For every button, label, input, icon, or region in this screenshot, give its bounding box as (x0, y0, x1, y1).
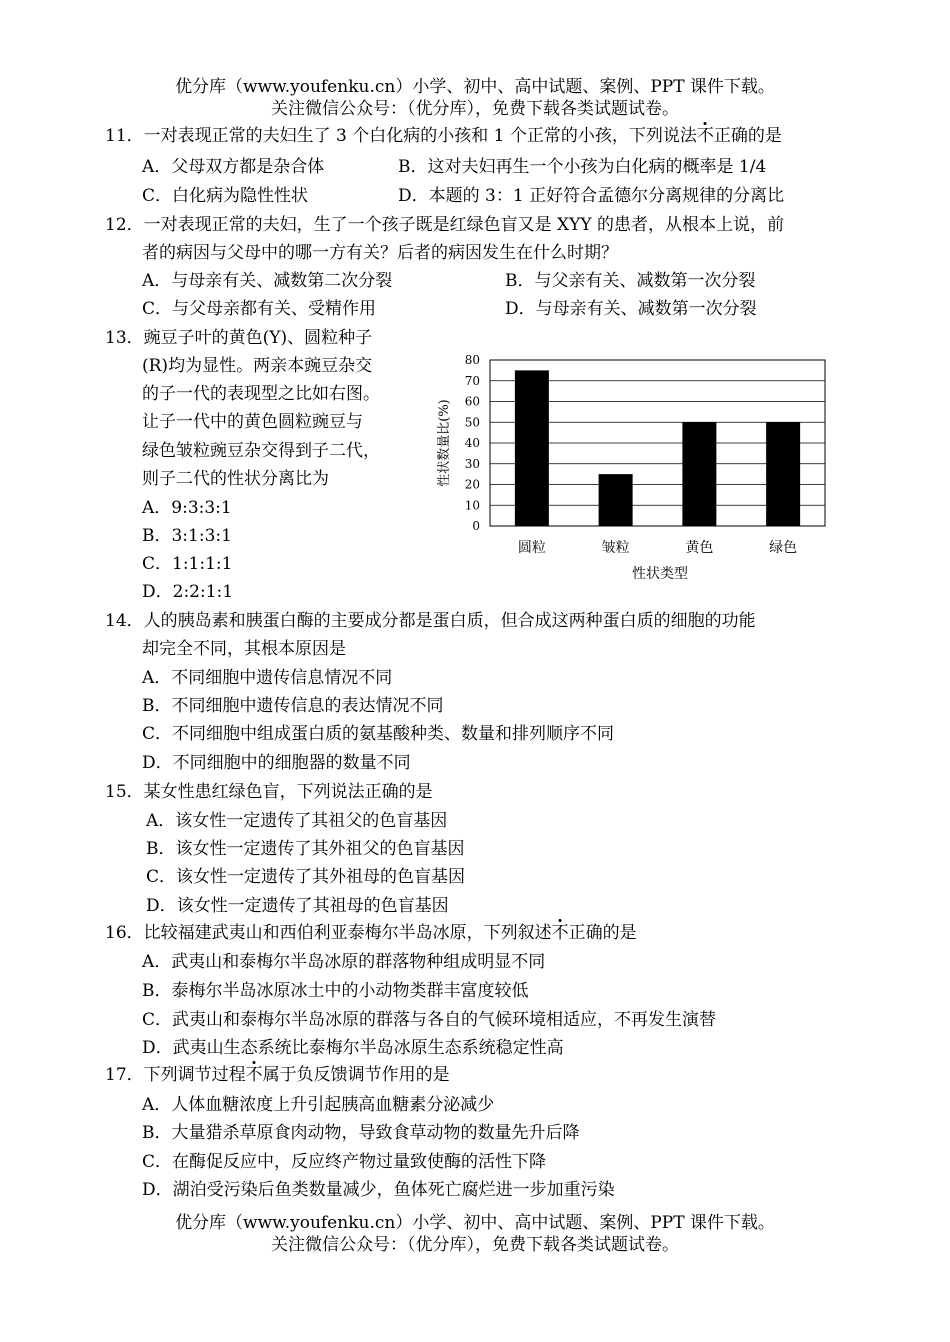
q15-stem: 15．某女性患红绿色盲，下列说法正确的是 (105, 782, 433, 802)
q13-option-c: C．1:1:1:1 (142, 554, 233, 574)
chart-bar-1 (515, 370, 549, 526)
q14-stem-2: 却完全不同，其根本原因是 (142, 639, 346, 659)
q12-option-c: C．与父母亲都有关、受精作用 (142, 299, 377, 319)
chart-x-tick-label: 黄色 (685, 540, 714, 556)
chart-bar-2 (599, 474, 633, 526)
chart-y-tick-label: 30 (464, 456, 480, 471)
q11-option-a: A．父母双方都是杂合体 (142, 157, 325, 177)
chart-x-axis-label: 性状类型 (632, 566, 688, 582)
q11-option-c: C．白化病为隐性性状 (142, 186, 309, 206)
q16-option-c: C．武夷山和泰梅尔半岛冰原的群落与各自的气候环境相适应，不再发生演替 (142, 1010, 717, 1030)
q17-option-d: D．湖泊受污染后鱼类数量减少，鱼体死亡腐烂进一步加重污染 (142, 1180, 615, 1200)
q16-option-b: B．泰梅尔半岛冰原冰土中的小动物类群丰富度较低 (142, 981, 529, 1001)
q13-option-b: B．3:1:3:1 (142, 526, 232, 546)
chart-y-tick-label: 10 (464, 498, 480, 513)
footer-line-2: 关注微信公众号：（优分库），免费下载各类试题试卷。 (271, 1235, 679, 1255)
q17-option-a: A．人体血糖浓度上升引起胰高血糖素分泌减少 (142, 1095, 495, 1115)
q14-option-b: B．不同细胞中遗传信息的表达情况不同 (142, 696, 444, 716)
chart-y-tick-label: 40 (464, 436, 480, 450)
q12-stem-2: 者的病因与父母中的哪一方有关？后者的病因发生在什么时期？ (142, 243, 618, 263)
q13-stem-4: 让子一代中的黄色圆粒豌豆与 (142, 412, 363, 432)
q14-option-c: C．不同细胞中组成蛋白质的氨基酸种类、数量和排列顺序不同 (142, 724, 615, 744)
chart-y-tick-label: 20 (464, 477, 480, 492)
q11-stem: 11．一对表现正常的夫妇生了 3 个白化病的小孩和 1 个正常的小孩，下列说法不正确的是 (105, 126, 782, 146)
q13-stem-1: 13．豌豆子叶的黄色(Y)、圆粒种子 (105, 328, 373, 348)
chart-y-tick-label: 60 (464, 394, 480, 409)
chart-y-tick-label: 50 (464, 415, 480, 430)
header-line-2: 关注微信公众号：（优分库），免费下载各类试题试卷。 (271, 99, 679, 119)
q17-stem: 17．下列调节过程不属于负反馈调节作用的是 (105, 1065, 450, 1085)
q13-option-a: A．9:3:3:1 (142, 498, 232, 518)
chart-y-tick-label: 70 (464, 373, 480, 388)
chart-x-tick-label: 皱粒 (601, 540, 630, 556)
q14-option-a: A．不同细胞中遗传信息情况不同 (142, 668, 393, 688)
q11-option-d: D．本题的 3：1 正好符合孟德尔分离规律的分离比 (398, 186, 785, 206)
chart-x-tick-label: 绿色 (769, 540, 798, 556)
q16-option-a: A．武夷山和泰梅尔半岛冰原的群落物种组成明显不同 (142, 952, 546, 972)
q12-option-a: A．与母亲有关、减数第二次分裂 (142, 271, 393, 291)
q16-option-d: D．武夷山生态系统比泰梅尔半岛冰原生态系统稳定性高 (142, 1038, 564, 1058)
chart-y-tick-label: 0 (472, 519, 480, 533)
q12-stem-1: 12．一对表现正常的夫妇，生了一个孩子既是红绿色盲又是 XYY 的患者，从根本上说，前 (105, 215, 784, 235)
header-line-1: 优分库（www.youfenku.cn）小学、初中、高中试题、案例、PPT 课件下载。 (175, 77, 775, 97)
q15-option-a: A．该女性一定遗传了其祖父的色盲基因 (146, 811, 448, 831)
q16-stem: 16．比较福建武夷山和西伯利亚泰梅尔半岛冰原，下列叙述不正确的是 (105, 923, 637, 943)
q12-option-b: B．与父亲有关、减数第一次分裂 (505, 271, 756, 291)
bar-chart (430, 345, 830, 585)
q11-option-b: B．这对夫妇再生一个小孩为白化病的概率是 1/4 (398, 157, 767, 177)
q14-option-d: D．不同细胞中的细胞器的数量不同 (142, 753, 411, 773)
q12-option-d: D．与母亲有关、减数第一次分裂 (505, 299, 757, 319)
chart-x-tick-label: 圆粒 (517, 540, 546, 556)
chart-bar-4 (766, 422, 800, 526)
q15-option-c: C．该女性一定遗传了其外祖母的色盲基因 (146, 867, 466, 887)
chart-y-axis-label: 性状数量比(%) (437, 399, 452, 487)
footer-line-1: 优分库（www.youfenku.cn）小学、初中、高中试题、案例、PPT 课件下载。 (175, 1213, 775, 1233)
q13-stem-5: 绿色皱粒豌豆杂交得到子二代， (142, 441, 380, 461)
q17-option-b: B．大量猎杀草原食肉动物，导致食草动物的数量先升后降 (142, 1123, 580, 1143)
q13-option-d: D．2:2:1:1 (142, 582, 234, 602)
chart-y-tick-label: 80 (464, 353, 480, 367)
q13-stem-3: 的子一代的表现型之比如右图。 (142, 384, 380, 404)
q15-option-d: D．该女性一定遗传了其祖母的色盲基因 (146, 896, 449, 916)
q13-stem-2: (R)均为显性。两亲本豌豆杂交 (142, 356, 373, 376)
q15-option-b: B．该女性一定遗传了其外祖父的色盲基因 (146, 839, 465, 859)
q13-stem-6: 则子二代的性状分离比为 (142, 469, 329, 489)
chart-bar-3 (682, 422, 716, 526)
q14-stem-1: 14．人的胰岛素和胰蛋白酶的主要成分都是蛋白质，但合成这两种蛋白质的细胞的功能 (105, 611, 756, 631)
q17-option-c: C．在酶促反应中，反应终产物过量致使酶的活性下降 (142, 1152, 547, 1172)
